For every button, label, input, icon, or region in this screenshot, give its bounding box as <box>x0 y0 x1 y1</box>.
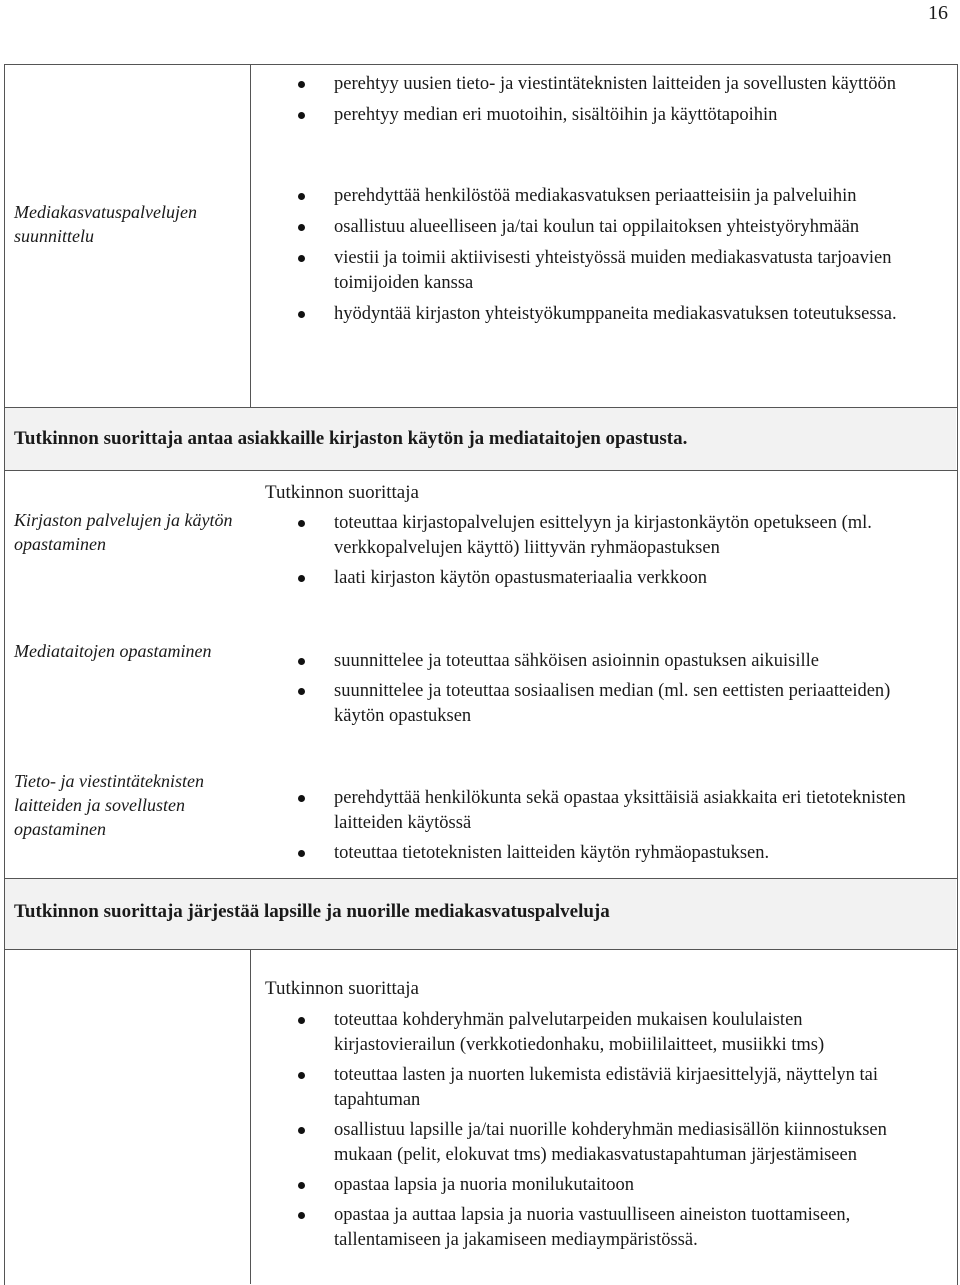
list-item: toteuttaa lasten ja nuorten lukemista edistäviä kirjaesittelyjä, näyttelyn tai tapahtuman <box>298 1063 908 1113</box>
list-item: osallistuu alueelliseen ja/tai koulun tai oppilaitoksen yhteistyöryhmään <box>298 215 918 240</box>
list-item: toteuttaa tietoteknisten laitteiden käytön ryhmäopastuksen. <box>298 841 918 866</box>
section-intro: Tutkinnon suorittaja <box>265 482 419 503</box>
planning-row-label: Mediakasvatuspalvelujen suunnittelu <box>14 202 197 246</box>
library-guidance-list <box>298 511 948 591</box>
list-item: perehdyttää henkilöstöä mediakasvatuksen periaatteisiin ja palveluihin <box>298 184 918 209</box>
list-item: osallistuu lapsille ja/tai nuorille kohderyhmän mediasisällön kiinnostuksen mukaan (pelit, elokuvat tms) mediakasvatustapahtuman järjestämiseen <box>298 1118 908 1168</box>
table-divider <box>4 470 958 471</box>
list-item: suunnittelee ja toteuttaa sähköisen asioinnin opastuksen aikuisille <box>298 649 918 674</box>
table-divider <box>4 949 958 950</box>
list-item: toteuttaa kohderyhmän palvelutarpeiden mukaisen koululaisten kirjastovierailun (verkkotiedonhaku, mobiililaitteet, musiikki tms) <box>298 1008 908 1058</box>
table-divider <box>4 407 958 408</box>
table-divider <box>4 878 958 879</box>
list-item: laati kirjaston käytön opastusmateriaalia verkkoon <box>298 566 948 591</box>
section-heading: Tutkinnon suorittaja antaa asiakkaille kirjaston käytön ja mediataitojen opastusta. <box>14 428 688 449</box>
section-intro: Tutkinnon suorittaja <box>265 978 419 999</box>
list-item: toteuttaa kirjastopalvelujen esittelyyn ja kirjastonkäytön opetukseen (ml. verkkopalvelujen käyttö) liittyvän ryhmäopastuksen <box>298 511 948 561</box>
intro-bullet-list <box>298 72 918 128</box>
planning-bullet-list <box>298 184 918 327</box>
media-skills-label: Mediataitojen opastaminen <box>14 641 212 661</box>
list-item: hyödyntää kirjaston yhteistyökumppaneita mediakasvatuksen toteutuksessa. <box>298 302 918 327</box>
page-number: 16 <box>928 2 948 24</box>
column-divider <box>250 950 251 1284</box>
media-skills-list <box>298 649 918 729</box>
list-item: suunnittelee ja toteuttaa sosiaalisen median (ml. sen eettisten periaatteiden) käytön opastuksen <box>298 679 918 729</box>
list-item: perehtyy uusien tieto- ja viestintäteknisten laitteiden ja sovellusten käyttöön <box>298 72 918 97</box>
list-item: perehtyy median eri muotoihin, sisältöihin ja käyttötapoihin <box>298 103 918 128</box>
list-item: perehdyttää henkilökunta sekä opastaa yksittäisiä asiakkaita eri tietoteknisten laitteiden käytössä <box>298 786 918 836</box>
list-item: opastaa ja auttaa lapsia ja nuoria vastuulliseen aineiston tuottamiseen, tallentamiseen ja jakamiseen mediaympäristössä. <box>298 1203 908 1253</box>
library-guidance-label: Kirjaston palvelujen ja käytön opastaminen <box>14 510 233 554</box>
children-services-list <box>298 1008 908 1253</box>
column-divider <box>250 64 251 407</box>
ict-guidance-label: Tieto- ja viestintäteknisten laitteiden ja sovellusten opastaminen <box>14 771 204 839</box>
list-item: viestii ja toimii aktiivisesti yhteistyössä muiden mediakasvatusta tarjoavien toimijoiden kanssa <box>298 246 918 296</box>
list-item: opastaa lapsia ja nuoria monilukutaitoon <box>298 1173 908 1198</box>
section-heading: Tutkinnon suorittaja järjestää lapsille ja nuorille mediakasvatuspalveluja <box>14 901 610 922</box>
ict-guidance-list <box>298 786 918 866</box>
